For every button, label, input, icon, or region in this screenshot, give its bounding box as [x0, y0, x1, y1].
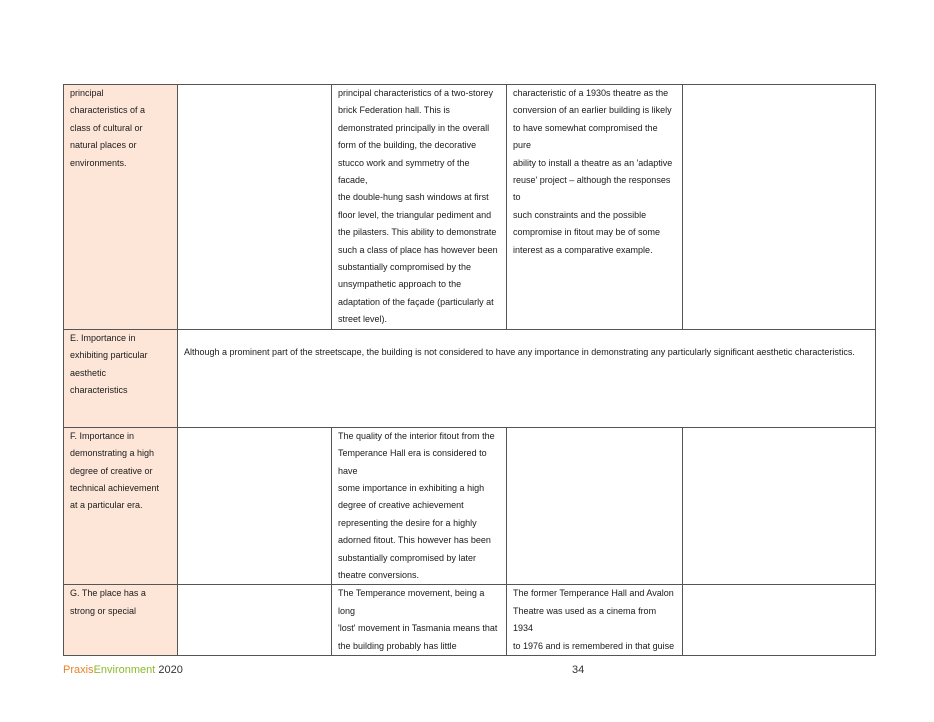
footer-brand	[63, 664, 183, 676]
table-cell	[178, 85, 332, 330]
brand-environment: Environment	[93, 664, 156, 676]
table-row	[64, 427, 876, 585]
criterion-cell: F. Importance in demonstrating a high degree of creative or technical achievement at a particular era.	[64, 427, 178, 585]
table-cell: The former Temperance Hall and Avalon Theatre was used as a cinema from 1934 to 1976 and is remembered in that guise	[507, 585, 683, 656]
page-number: 34	[572, 664, 585, 676]
table-cell	[683, 427, 876, 585]
criterion-cell: E. Importance in exhibiting particular aesthetic characteristics	[64, 329, 178, 427]
table-cell	[683, 85, 876, 330]
table-cell: The Temperance movement, being a long 'lost' movement in Tasmania means that the building probably has little	[332, 585, 507, 656]
brand-praxis: Praxis	[63, 664, 94, 676]
table-row	[64, 585, 876, 656]
merged-assessment-cell: Although a prominent part of the streetscape, the building is not considered to have any importance in demonstrating any particularly significant aesthetic characteristics.	[178, 329, 876, 427]
table-cell	[178, 427, 332, 585]
table-cell	[178, 585, 332, 656]
table-cell: characteristic of a 1930s theatre as the conversion of an earlier building is likely to have somewhat compromised the pure ability to install a theatre as an 'adaptive reuse' project – although the responses to such constraints and the possible compromise in fitout may be of some interest as a comparative example.	[507, 85, 683, 330]
table-row	[64, 329, 876, 427]
brand-year: 2020	[155, 664, 183, 676]
heritage-criteria-table	[63, 84, 876, 656]
criterion-cell: G. The place has a strong or special	[64, 585, 178, 656]
criterion-cell: principal characteristics of a class of cultural or natural places or environments.	[64, 85, 178, 330]
table-cell	[507, 427, 683, 585]
table-cell: The quality of the interior fitout from the Temperance Hall era is considered to have some importance in exhibiting a high degree of creative achievement representing the desire for a highly adorned fitout. This however has been substantially compromised by later theatre conversions.	[332, 427, 507, 585]
table-cell: principal characteristics of a two-storey brick Federation hall. This is demonstrated principally in the overall form of the building, the decorative stucco work and symmetry of the facade, the double-hung sash windows at first floor level, the triangular pediment and the pilasters. This ability to demonstrate such a class of place has however been substantially compromised by the unsympathetic approach to the adaptation of the façade (particularly at street level).	[332, 85, 507, 330]
table-row	[64, 85, 876, 330]
table-cell	[683, 585, 876, 656]
